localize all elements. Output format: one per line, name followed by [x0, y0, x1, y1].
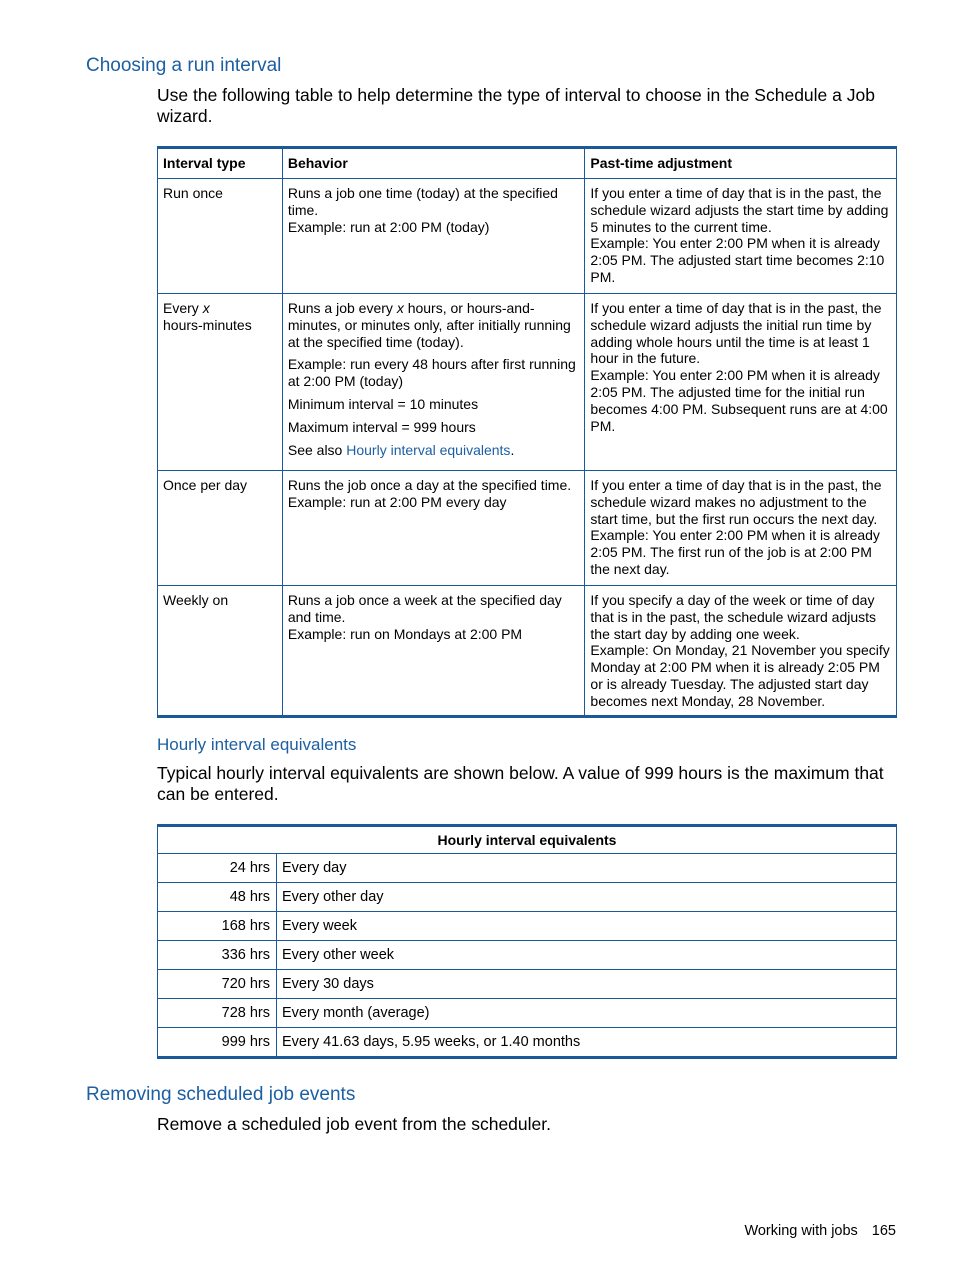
equivalent-cell: Every week — [277, 912, 897, 941]
behavior-text: Runs a job once a week at the specified day and time. — [287, 592, 562, 625]
adjustment-example: Example: You enter 2:00 PM when it is already 2:05 PM. The first run of the job is at 2:00 PM the next day. — [590, 527, 880, 577]
adjustment-cell — [585, 179, 897, 294]
interval-table — [157, 146, 897, 718]
behavior-cell — [282, 294, 585, 471]
behavior-example: Example: run every 48 hours after first running at 2:00 PM (today) — [287, 356, 576, 390]
section-heading-removing-events: Removing scheduled job events — [86, 1084, 356, 1105]
adjustment-text: If you enter a time of day that is in the past, the schedule wizard adjusts the start time by adding 5 minutes to the current time. — [590, 185, 889, 235]
section-heading-choosing-run-interval: Choosing a run interval — [86, 55, 282, 76]
adjustment-cell — [585, 294, 897, 471]
type-text: Every — [163, 300, 203, 316]
minimum-interval: Minimum interval = 10 minutes — [287, 395, 479, 412]
subsection-heading-hourly-interval: Hourly interval equivalents — [157, 735, 357, 754]
hours-cell: 999 hrs — [158, 1028, 277, 1058]
behavior-example: Example: run at 2:00 PM every day — [287, 493, 507, 510]
column-header: Past-time adjustment — [585, 148, 897, 179]
behavior-example: Example: run at 2:00 PM (today) — [287, 218, 490, 235]
table-row — [158, 912, 897, 941]
equivalent-cell: Every 41.63 days, 5.95 weeks, or 1.40 months — [277, 1028, 897, 1058]
table-row — [158, 854, 897, 883]
equivalent-cell: Every other week — [277, 941, 897, 970]
equivalent-cell: Every month (average) — [277, 999, 897, 1028]
type-variable: x — [202, 300, 210, 316]
hourly-table — [157, 824, 897, 1059]
table-row — [158, 471, 897, 586]
equivalent-cell: Every 30 days — [277, 970, 897, 999]
maximum-interval: Maximum interval = 999 hours — [287, 418, 476, 435]
table-row — [158, 179, 897, 294]
adjustment-example: Example: You enter 2:00 PM when it is already 2:05 PM. The adjusted time for the initial run becomes 4:00 PM. Subsequent runs are at 4:00 PM. — [590, 367, 888, 434]
hourly-interval-link[interactable]: Hourly interval equivalents — [346, 441, 511, 458]
table-header-row — [158, 826, 897, 854]
hours-cell: 48 hrs — [158, 883, 277, 912]
behavior-text: Runs the job once a day at the specified time. — [287, 477, 572, 493]
table-row — [158, 1028, 897, 1058]
equivalent-cell: Every day — [277, 854, 897, 883]
interval-type-cell: Run once — [158, 179, 283, 294]
table-row — [158, 586, 897, 717]
adjustment-example: Example: You enter 2:00 PM when it is already 2:05 PM. The adjusted start time becomes 2:10 PM. — [590, 235, 885, 285]
adjustment-example: Example: On Monday, 21 November you specify Monday at 2:00 PM when it is already 2:05 PM or is already Tuesday. The adjusted start day becomes next Monday, 28 November. — [590, 642, 890, 709]
behavior-cell — [282, 179, 585, 294]
adjustment-cell — [585, 471, 897, 586]
column-header: Interval type — [158, 148, 283, 179]
behavior-text: Runs a job every x hours, or hours-and-minutes, or minutes only, after initially running at the specified time (today). — [287, 300, 571, 350]
hours-cell: 720 hrs — [158, 970, 277, 999]
hours-cell: 336 hrs — [158, 941, 277, 970]
hourly-intro: Typical hourly interval equivalents are shown below. A value of 999 hours is the maximum that can be entered. — [157, 763, 884, 804]
removing-intro: Remove a scheduled job event from the scheduler. — [157, 1114, 551, 1134]
behavior-example: Example: run on Mondays at 2:00 PM — [287, 625, 523, 642]
hourly-table-header: Hourly interval equivalents — [158, 826, 897, 854]
interval-type-cell — [158, 294, 283, 471]
interval-type-cell: Once per day — [158, 471, 283, 586]
adjustment-cell — [585, 586, 897, 717]
table-row — [158, 294, 897, 471]
table-row — [158, 970, 897, 999]
table-row — [158, 999, 897, 1028]
table-row — [158, 883, 897, 912]
table-header-row — [158, 148, 897, 179]
hours-cell: 24 hrs — [158, 854, 277, 883]
adjustment-text: If you enter a time of day that is in the past, the schedule wizard adjusts the initial run time by adding whole hours until the time is at least 1 hour in the future. — [590, 300, 882, 367]
equivalent-cell: Every other day — [277, 883, 897, 912]
footer-title: Working with jobs — [744, 1223, 858, 1239]
behavior-text: Runs a job one time (today) at the specified time. — [287, 185, 558, 218]
interval-type-cell: Weekly on — [158, 586, 283, 717]
column-header: Behavior — [282, 148, 585, 179]
section-intro: Use the following table to help determine the type of interval to choose in the Schedule a Job wizard. — [157, 85, 875, 126]
table-row — [158, 941, 897, 970]
hours-cell: 728 hrs — [158, 999, 277, 1028]
hours-cell: 168 hrs — [158, 912, 277, 941]
see-also: See also Hourly interval equivalents. — [287, 441, 515, 458]
page-footer — [744, 1223, 896, 1239]
behavior-cell — [282, 586, 585, 717]
type-text: hours-minutes — [163, 316, 252, 333]
behavior-cell — [282, 471, 585, 586]
page-number: 165 — [871, 1223, 896, 1239]
adjustment-text: If you enter a time of day that is in the past, the schedule wizard makes no adjustment to the start time, but the first run occurs the next day. — [590, 477, 882, 527]
adjustment-text: If you specify a day of the week or time of day that is in the past, the schedule wizard adjusts the start day by adding one week. — [590, 592, 877, 642]
